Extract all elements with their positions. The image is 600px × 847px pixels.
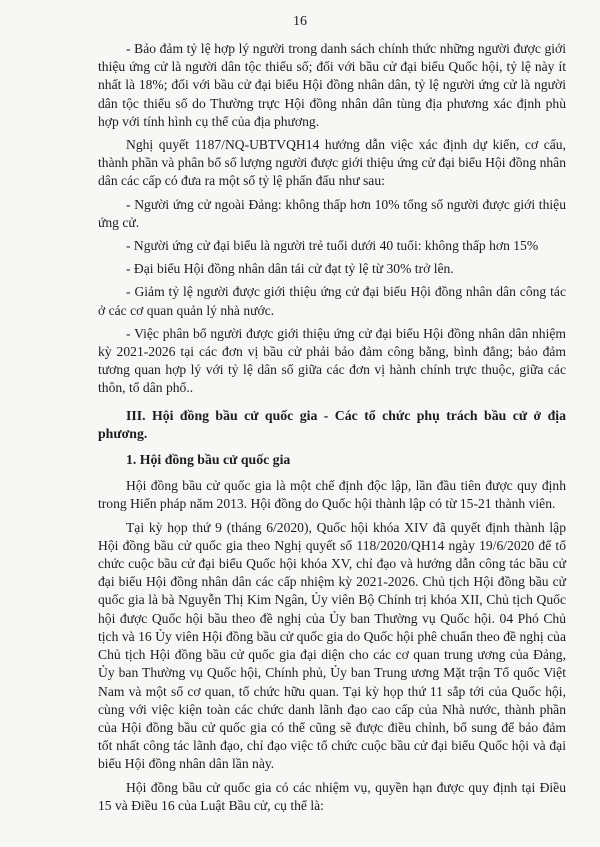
bullet-reelected: - Đại biểu Hội đồng nhân dân tái cử đạt tỷ lệ từ 30% trở lên. — [126, 261, 454, 277]
section-heading-iii: III. Hội đồng bầu cử quốc gia - Các tổ chức phụ trách bầu cử ở địa phương. — [98, 407, 566, 441]
paragraph-council-duties: Hội đồng bầu cử quốc gia có các nhiệm vụ, quyền hạn được quy định tại Điều 15 và Điều 16 của Luật Bầu cử, cụ thể là: — [98, 779, 566, 813]
bullet-non-party: - Người ứng cử ngoài Đảng: không thấp hơn 10% tổng số người được giới thiệu ứng cử. — [98, 196, 566, 230]
paragraph-council-establishment: Tại kỳ họp thứ 9 (tháng 6/2020), Quốc hội khóa XIV đã quyết định thành lập Hội đồng bầu cử quốc gia theo Nghị quyết số 118/2020/QH14 ngày 19/6/2020 để tổ chức cuộc bầu cử đại biểu Quốc hội khóa XV, chỉ đạo và hướng dẫn công tác bầu cử đại biểu Hội đồng nhân dân các cấp nhiệm kỳ 2021-2026. Chủ tịch Hội đồng bầu cử quốc gia là bà Nguyễn Thị Kim Ngân, Ủy viên Bộ Chính trị khóa XII, Chủ tịch Quốc hội được Quốc hội bầu theo đề nghị của Ủy ban Thường vụ Quốc hội. 04 Phó Chủ tịch và 16 Ủy viên Hội đồng bầu cử quốc gia do Quốc hội phê chuẩn theo đề nghị của Chủ tịch Hội đồng bầu cử quốc gia đại diện cho các cơ quan trung ương của Đảng, Ủy ban Thường vụ Quốc hội, Chính phủ, Ủy ban Trung ương Mặt trận Tổ quốc Việt Nam và một số cơ quan, tổ chức hữu quan. Tại kỳ họp thứ 11 sắp tới của Quốc hội, cùng với việc kiện toàn các chức danh lãnh đạo cao cấp của Nhà nước, thành phần của Hội đồng bầu cử quốc gia có thể cũng sẽ được điều chỉnh, bổ sung để bảo đảm tốt nhất công tác lãnh đạo, chỉ đạo việc tổ chức cuộc bầu cử đại biểu Quốc hội và đại biểu Hội đồng nhân dân lần này. — [98, 519, 566, 772]
bullet-allocation: - Việc phân bổ người được giới thiệu ứng cử đại biểu Hội đồng nhân dân nhiệm kỳ 2021-2026 tại các đơn vị bầu cử phải bảo đảm công bằng, bình đẳng; bảo đảm tương quan hợp lý với tỷ lệ dân số giữa các đơn vị hành chính trực thuộc, giữa các thôn, tổ dân phố.. — [98, 325, 566, 396]
page-number: 16 — [293, 14, 307, 29]
bullet-young-candidates: - Người ứng cử đại biểu là người trẻ tuổi dưới 40 tuổi: không thấp hơn 15% — [126, 238, 539, 254]
paragraph-resolution-1187: Nghị quyết 1187/NQ-UBTVQH14 hướng dẫn việc xác định dự kiến, cơ cấu, thành phần và phân bổ số lượng người được giới thiệu ứng cử đại biểu Hội đồng nhân dân các cấp có đưa ra một số tỷ lệ phấn đấu như sau: — [98, 137, 566, 189]
paragraph-minority-ratio: - Bảo đảm tỷ lệ hợp lý người trong danh sách chính thức những người được giới thiệu ứng cử là người dân tộc thiểu số; đối với bầu cử đại biểu Quốc hội, tỷ lệ này ít nhất là 18%; đối với bầu cử đại biểu Hội đồng nhân dân, tỷ lệ người ứng cử là người dân tộc thiểu số do Thường trực Hội đồng nhân dân tùng địa phương xác định phù hợp với tính hình cụ thể của địa phương. — [98, 41, 566, 129]
bullet-state-agencies: - Giảm tỷ lệ người được giới thiệu ứng cử đại biểu Hội đồng nhân dân công tác ở các cơ quan quản lý nhà nước. — [98, 284, 566, 318]
paragraph-council-definition: Hội đồng bầu cử quốc gia là một chế định độc lập, lần đầu tiên được quy định trong Hiến pháp năm 2013. Hội đồng do Quốc hội thành lập có từ 15-21 thành viên. — [98, 478, 566, 512]
subsection-heading-1: 1. Hội đồng bầu cử quốc gia — [126, 452, 291, 468]
document-body — [98, 40, 566, 820]
